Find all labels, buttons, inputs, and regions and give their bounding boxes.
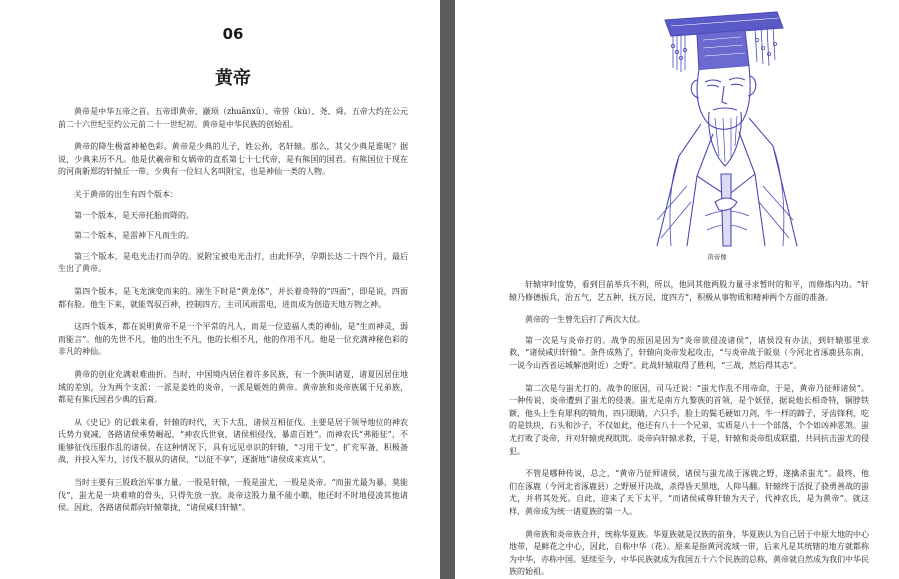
paragraph: 轩辕审时度势，看到目前举兵不利，所以，他同其他两股力量寻求暂时的和平，而修炼内功。“轩辕乃修德振兵，治五气，艺五种，抚万民，度四方”，积极从事物质和精神两个方面的准备。 xyxy=(509,280,869,302)
paragraph: 第四个版本，是飞龙演变而来的。刚生下时是“黄龙体”，并长着奇特的“四面”，即是说，四面都有脸。他生下来，就能驾驭百神，控制四方，主司风雨雷电，进而成为创造天地万物之神。 xyxy=(58,286,408,309)
paragraph: 第二次是与蚩尤打的。战争的原因，司马迁说：“蚩尤作乱不用帝命，于是，黄帝乃征师诸侯”。一种传说，炎帝遭到了蚩尤的侵袭。蚩尤是南方九黎族的首领，是个妖怪，据说他长相奇特，铜脖铁额，他头上生有犀利的犄角，四只眼睛，六只手，脸上的鬓毛硬如刀剑，牛一样的蹄子，牙齿锋利，吃的是铁块、石头和沙子，不仅如此，他还有八十一个兄弟，实质是八十一个部落，个个如凶神恶煞。蚩尤打败了炎帝，并对轩辕虎视眈眈。炎帝向轩辕求救，于是，轩辕和炎帝组成联盟，共同抗击蚩尤的侵犯。 xyxy=(509,383,869,456)
paragraph: 黄帝是中华五帝之首。五帝即黄帝、颛顼（zhuānxū）、帝喾（kù）、尧、舜。五帝大约在公元前二十六世纪至约公元前二十一世纪初。黄帝是中华民族的创始祖。 xyxy=(58,107,408,129)
left-body-text xyxy=(58,106,408,515)
chapter-number: 06 xyxy=(222,25,244,43)
chapter-title: 黄帝 xyxy=(215,68,251,89)
paragraph: 第一次是与炎帝打的。战争的原因是因为“炎帝欲侵凌诸侯”，诸侯没有办法，到轩辕那里求救，“诸侯咸归轩辕”。条件成熟了，轩辕向炎帝发起攻击，“与炎帝战于阪泉（今河北省涿鹿县东南，一说今山西省运城解池附近）之野”。此战轩辕取得了胜利，“三战，然后得其志”。 xyxy=(509,335,869,370)
paragraph: 黄帝族和炎帝族合并，统称华夏族。华夏族就是汉族的前身，华夏族认为自己居于中原大地的中心地带，是鲜花之中心，因此，自称中华（花）。原来是指黄河流域一带，后来凡是其统辖的地方就都称为中华，亦称中国。延续至今，中华民族就成为我国五十六个民族的总称，黄帝就自然成为我们中华民族的始祖。 xyxy=(509,529,869,577)
paragraph: 第一个版本，是天帝托胎而降的。 xyxy=(74,210,194,220)
paragraph: 黄帝的创业充满艰难曲折。当时，中国境内居住着许多民族，有一个族叫诸夏，诸夏因居住地域的差别，分为两个支派：一派是姜姓的炎帝，一派是姬姓的黄帝。黄帝族和炎帝族属于兄弟族，都是有熊氏国君少典的后裔。 xyxy=(58,369,408,405)
paragraph: 黄帝的降生极富神秘色彩。黄帝是少典的儿子，姓公孙，名轩辕。那么，其父少典是谁呢？据说，少典来历不凡。他是伏羲帝和女娲帝的直系第七十七代帝，是有熊国的国君。有熊国位于现在的河南新郑的轩辕丘一带。少典有一位妇人名叫附宝，也是神仙一类的人物。 xyxy=(58,142,408,177)
paragraph: 当时主要有三股政治军事力量。一股是轩辕，一股是蚩尤，一股是炎帝。“而蚩尤最为暴，莫能伐”，蚩尤是一块难啃的骨头，只得先放一放。炎帝这股力量不能小瞧，他还时不时地侵凌其他诸侯。因此，各路诸侯都向轩辕靠拢，“诸侯咸归轩辕”。 xyxy=(58,478,408,513)
right-body-text xyxy=(509,279,869,579)
paragraph: 这四个版本，都在说明黄帝不是一个平常的凡人，而是一位造福人类的神仙，是“生而神灵，弱而能言”。他的先世不凡，他的出生不凡，他的长相不凡，他的作用不凡。他是一位充满神秘色彩的非凡的神仙。 xyxy=(58,322,408,357)
yellow-emperor-portrait xyxy=(627,6,807,251)
left-page xyxy=(0,0,440,579)
illustration-caption: 黄帝像 xyxy=(707,253,727,261)
paragraph: 从《史记》的记载来看，轩辕的时代，天下大乱，诸侯互相征伐。主要是居于领导地位的神农氏势力衰减，各路诸侯乘势崛起，“神农氏世衰，诸侯相侵伐，暴虐百姓”。而神农氏“弗能征”，不能够征伐压服作乱的诸侯。在这种情况下，具有远见卓识的轩辕，“习用干戈”，扩充军备，积极备战，并投入军力，讨伐不服从的诸侯，“以征不享”，逐渐地“诸侯成来宾从”。 xyxy=(58,417,408,465)
paragraph: 关于黄帝的出生有四个版本： xyxy=(74,189,178,199)
paragraph: 第二个版本，是雷神下凡而生的。 xyxy=(74,231,194,241)
paragraph: 不管是哪种传说，总之，“黄帝乃征师诸侯，诸侯与蚩尤战于涿鹿之野，遂擒杀蚩尤”。最终，他们在涿鹿（今河北省涿鹿县）之野展开决战，杀得昏天黑地，人仰马翻。轩辕终于活捉了骁勇善战的蚩尤，并将其处死。自此，迎来了天下太平，“而诸侯咸尊轩辕为天子，代神农氏，是为黄帝”。就这样，黄帝成为统一诸夏族的第一人。 xyxy=(509,469,869,516)
paragraph: 第三个版本，是电光击打而孕的。说附宝被电光击打，由此怀孕，孕期长达二十四个月，最后生出了黄帝。 xyxy=(58,251,408,274)
paragraph: 黄帝的一生曾先后打了两次大仗。 xyxy=(525,315,645,325)
right-page xyxy=(455,0,899,579)
